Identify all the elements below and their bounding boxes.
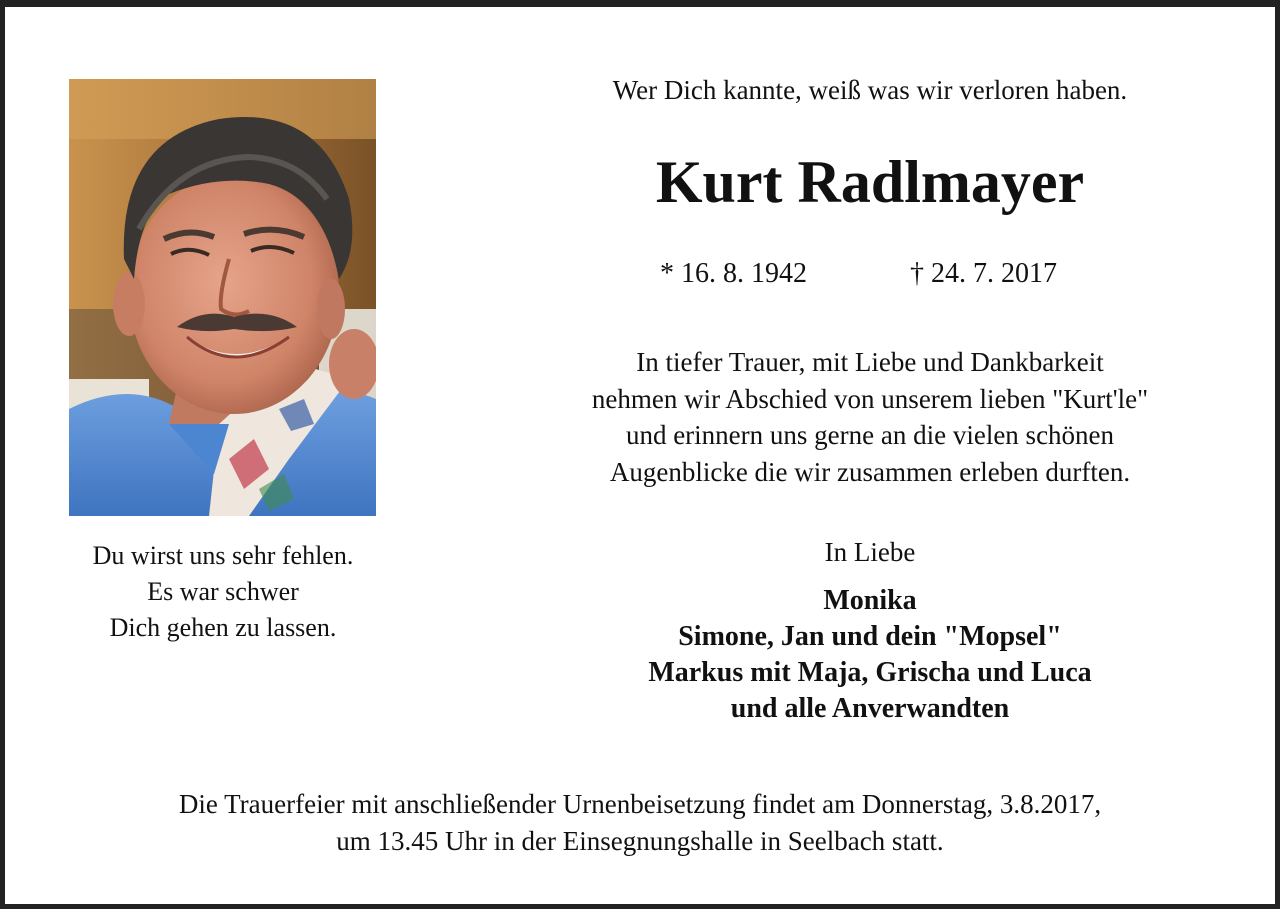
verse-line: Dich gehen zu lassen. [109,613,337,642]
ceremony-line: Die Trauerfeier mit anschließender Urnenbeisetzung findet am Donnerstag, 3.8.2017, [178,789,1102,819]
ceremony-line: um 13.45 Uhr in der Einsegnungshalle in Seelbach statt. [336,826,944,856]
signer-line: Markus mit Maja, Grischa und Luca [648,657,1092,688]
portrait-photo [69,79,376,516]
mourning-text [470,344,1270,490]
death-date: † 24. 7. 2017 [910,258,1057,289]
portrait-illustration [69,79,376,516]
signer-line: und alle Anverwandten [730,693,1010,724]
birth-date: * 16. 8. 1942 [660,258,807,289]
mourning-line: nehmen wir Abschied von unserem lieben "Kurt'le" [591,383,1149,414]
ceremony-notice [20,786,1260,860]
signers-list [470,583,1270,727]
deceased-name: Kurt Radlmayer [655,149,1085,215]
mourning-line: und erinnern uns gerne an die vielen schönen [625,420,1115,450]
mourning-line: In tiefer Trauer, mit Liebe und Dankbarkeit [636,347,1104,377]
signer-line: Simone, Jan und dein "Mopsel" [678,621,1062,652]
closing-phrase: In Liebe [824,537,916,567]
mourning-line: Augenblicke die wir zusammen erleben durften. [609,456,1131,487]
memorial-quote: Wer Dich kannte, weiß was wir verloren haben. [612,75,1128,105]
verse-line: Es war schwer [147,577,299,606]
verse-block [30,538,416,646]
verse-line: Du wirst uns sehr fehlen. [92,541,354,570]
signer-line: Monika [823,585,917,616]
